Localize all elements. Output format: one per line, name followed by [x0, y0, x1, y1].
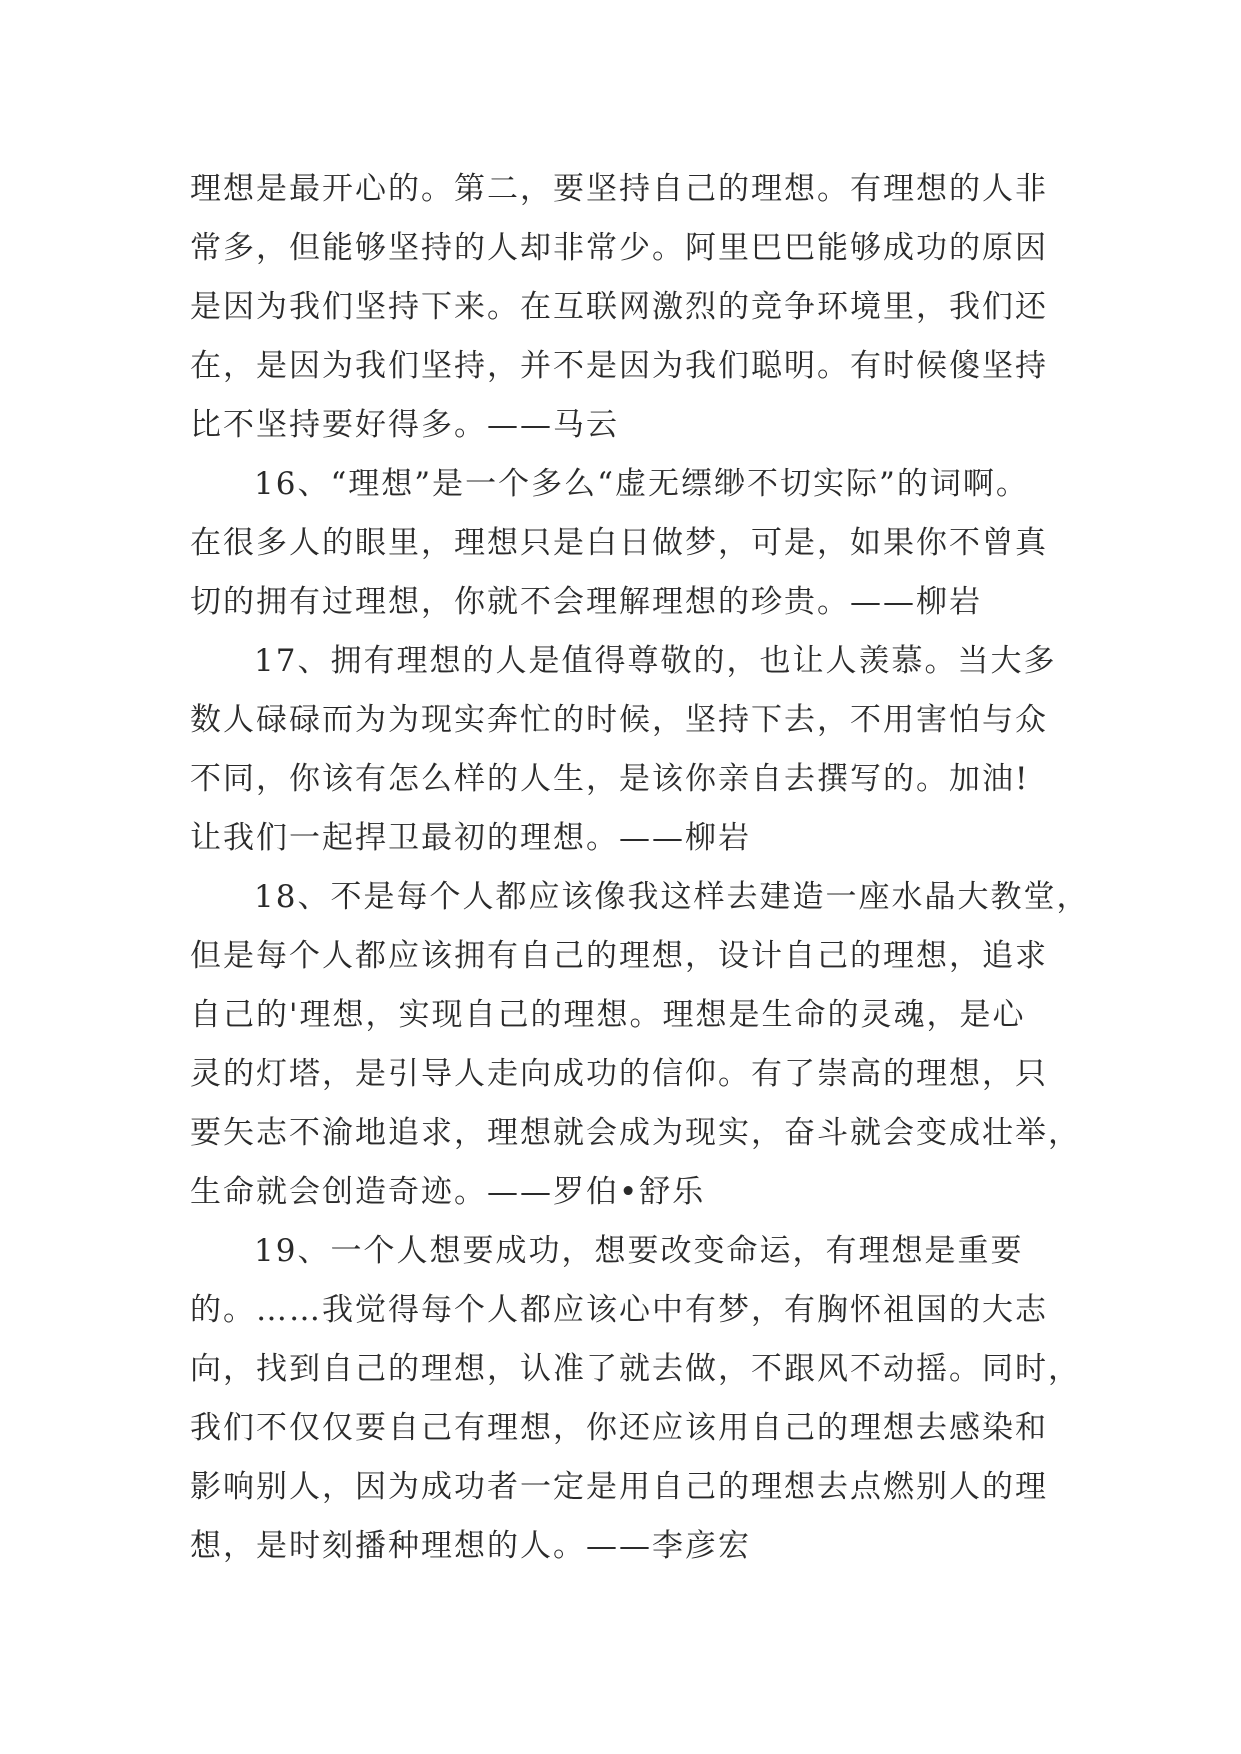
text-line: 我们不仅仅要自己有理想，你还应该用自己的理想去感染和	[190, 1410, 1048, 1446]
text-line: 理想是最开心的。第二，要坚持自己的理想。有理想的人非	[190, 171, 1048, 207]
text-line: 比不坚持要好得多。——马云	[190, 407, 619, 443]
text-line: 是因为我们坚持下来。在互联网激烈的竞争环境里，我们还	[190, 289, 1048, 325]
paragraph-16	[190, 455, 1070, 632]
text-line: 的。……我觉得每个人都应该心中有梦，有胸怀祖国的大志	[190, 1292, 1048, 1328]
text-line: 18、不是每个人都应该像我这样去建造一座水晶大教堂，	[254, 879, 1090, 915]
text-line: 数人碌碌而为为现实奔忙的时候，坚持下去，不用害怕与众	[190, 702, 1048, 738]
paragraph-continued-mayun	[190, 160, 1070, 455]
text-line: 19、一个人想要成功，想要改变命运，有理想是重要	[254, 1233, 1024, 1269]
text-line: 影响别人，因为成功者一定是用自己的理想去点燃别人的理	[190, 1469, 1048, 1505]
text-line: 向，找到自己的理想，认准了就去做，不跟风不动摇。同时，	[190, 1351, 1081, 1387]
text-line: 在很多人的眼里，理想只是白日做梦，可是，如果你不曾真	[190, 525, 1048, 561]
paragraph-19	[190, 1222, 1081, 1576]
text-line: 要矢志不渝地追求，理想就会成为现实，奋斗就会变成壮举，	[190, 1115, 1081, 1151]
document-body	[190, 160, 1090, 1576]
text-line: 让我们一起捍卫最初的理想。——柳岩	[190, 820, 751, 856]
text-line: 想，是时刻播种理想的人。——李彦宏	[190, 1528, 751, 1564]
paragraph-17	[190, 632, 1070, 868]
text-line: 常多，但能够坚持的人却非常少。阿里巴巴能够成功的原因	[190, 230, 1048, 266]
text-line: 在，是因为我们坚持，并不是因为我们聪明。有时候傻坚持	[190, 348, 1048, 384]
text-line: 17、拥有理想的人是值得尊敬的，也让人羡慕。当大多	[254, 643, 1057, 679]
text-line: 但是每个人都应该拥有自己的理想，设计自己的理想，追求	[190, 938, 1048, 974]
text-line: 16、“理想”是一个多么“虚无缥缈不切实际”的词啊。	[254, 466, 1029, 502]
paragraph-18	[190, 868, 1090, 1222]
text-line: 生命就会创造奇迹。——罗伯•舒乐	[190, 1174, 706, 1210]
text-line: 切的拥有过理想，你就不会理解理想的珍贵。——柳岩	[190, 584, 982, 620]
text-line: 自己的'理想，实现自己的理想。理想是生命的灵魂，是心	[190, 997, 1026, 1033]
text-line: 不同，你该有怎么样的人生，是该你亲自去撰写的。加油!	[190, 761, 1030, 797]
text-line: 灵的灯塔，是引导人走向成功的信仰。有了崇高的理想，只	[190, 1056, 1048, 1092]
